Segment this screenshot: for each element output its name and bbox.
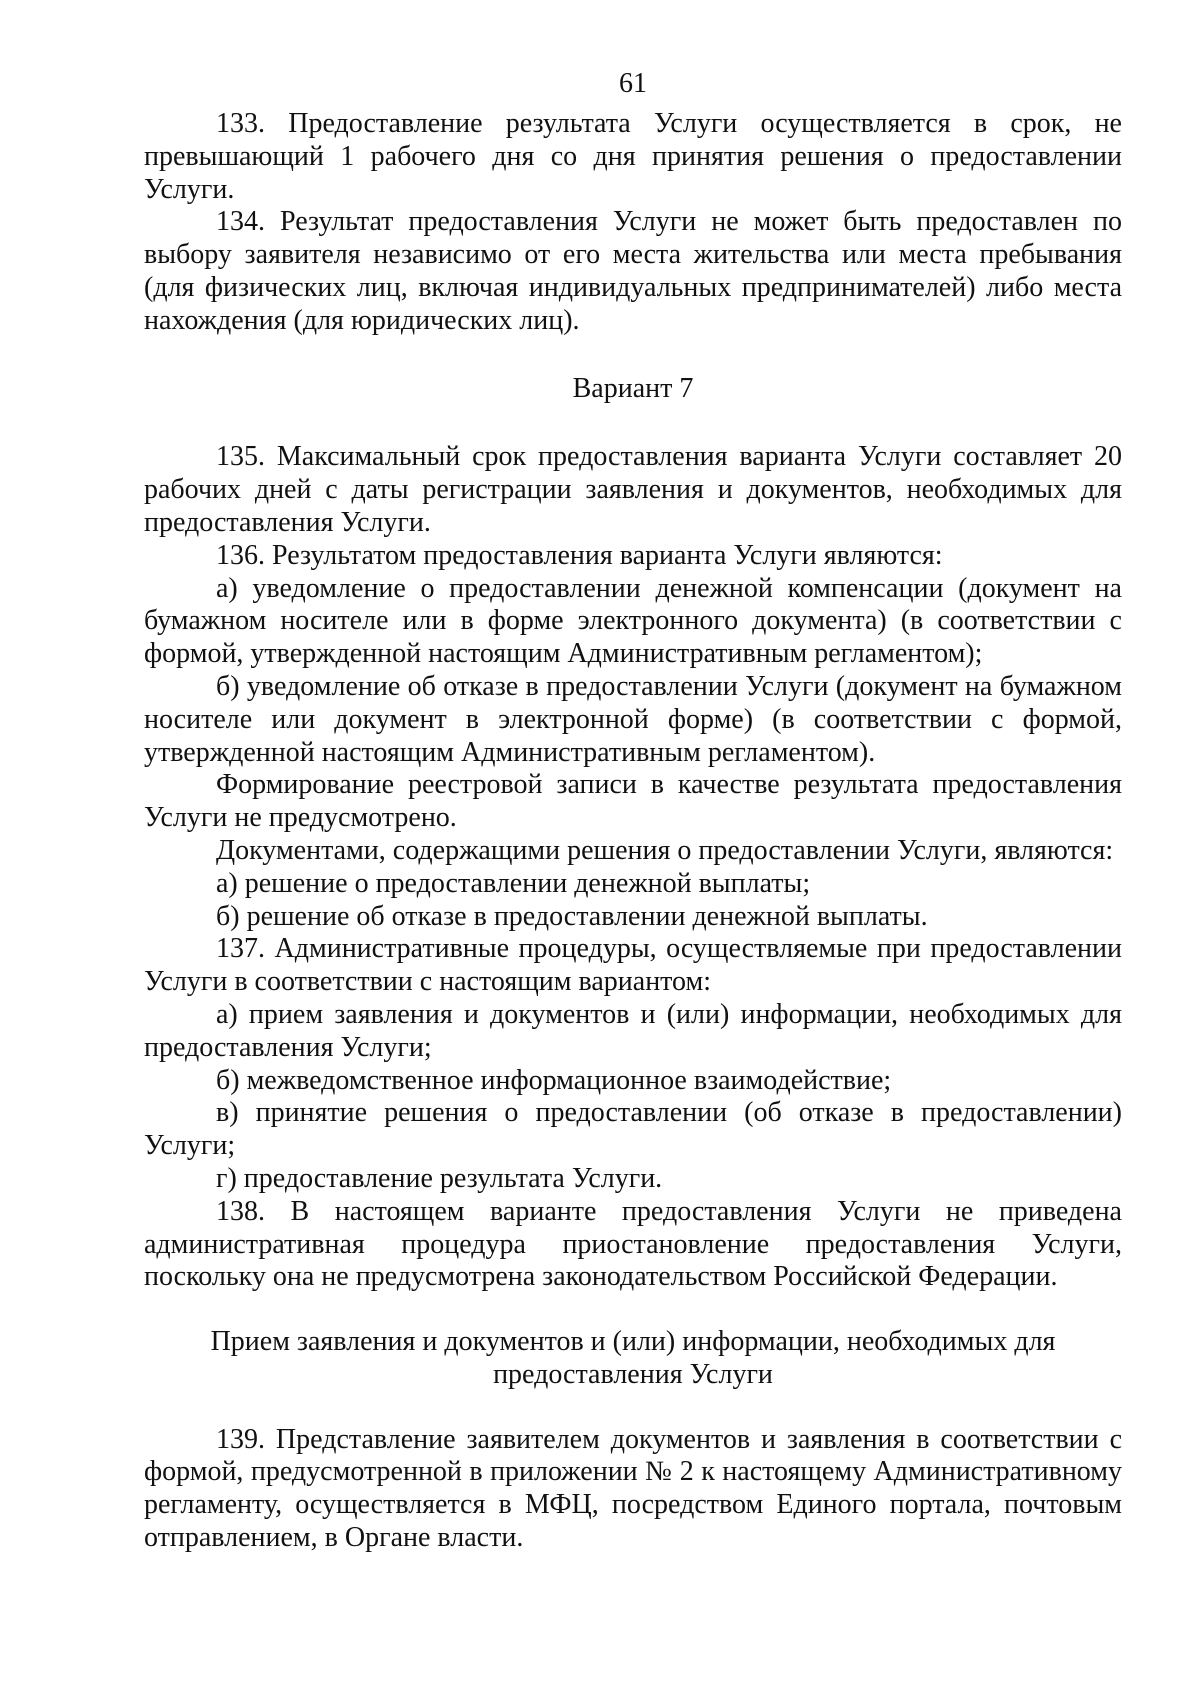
list-item-137-c: в) принятие решения о предоставлении (об отказе в предоставлении) Услуги; [144,1097,1122,1162]
paragraph-decision-documents: Документами, содержащими решения о предоставлении Услуги, являются: [216,834,1114,866]
paragraph-138: 138. В настоящем варианте предоставления Услуги не приведена административная процедура приостановление предоставления Услуги, поскольку она не предусмотрена законодательством Российской Федерации. [144,1195,1122,1293]
paragraph-137: 137. Административные процедуры, осуществляемые при предоставлении Услуги в соответствии с настоящим вариантом: [144,933,1122,998]
heading-reception-line-2: предоставления Услуги [493,1358,773,1390]
list-item-decision-a: а) решение о предоставлении денежной выплаты; [216,867,811,899]
list-item-136-a: а) уведомление о предоставлении денежной компенсации (документ на бумажном носителе или в форме электронного документа) (в соответствии с формой, утвержденной настоящим Административным регламентом); [144,572,1122,670]
list-item-137-a: а) прием заявления и документов и (или) информации, необходимых для предоставления Услуги; [144,998,1122,1063]
list-item-decision-b: б) решение об отказе в предоставлении денежной выплаты. [216,900,928,932]
list-item-136-b: б) уведомление об отказе в предоставлении Услуги (документ на бумажном носителе или документ в электронной форме) (в соответствии с формой, утвержденной настоящим Административным регламентом). [144,670,1122,768]
paragraph-135: 135. Максимальный срок предоставления варианта Услуги составляет 20 рабочих дней с даты регистрации заявления и документов, необходимых для предоставления Услуги. [144,441,1122,538]
paragraph-registry-record: Формирование реестровой записи в качестве результата предоставления Услуги не предусмотрено. [144,769,1122,834]
paragraph-134: 134. Результат предоставления Услуги не может быть предоставлен по выбору заявителя независимо от его места жительства или места пребывания (для физических лиц, включая индивидуальных предпринимателей) либо места нахождения (для юридических лиц). [144,206,1122,336]
paragraph-136: 136. Результатом предоставления варианта Услуги являются: [216,539,943,571]
heading-reception [144,1326,1122,1392]
list-item-137-b: б) межведомственное информационное взаимодействие; [216,1064,892,1096]
page-number: 61 [619,68,647,99]
list-item-137-d: г) предоставление результата Услуги. [216,1162,663,1194]
paragraph-139: 139. Представление заявителем документов и заявления в соответствии с формой, предусмотренной в приложении № 2 к настоящему Административному регламенту, осуществляется в МФЦ, посредством Единого портала, почтовым отправлением, в Органе власти. [144,1423,1122,1554]
page-content [144,68,1122,1555]
heading-variant-7: Вариант 7 [572,372,694,404]
heading-reception-line-1: Прием заявления и документов и (или) информации, необходимых для [210,1326,1056,1358]
paragraph-133: 133. Предоставление результата Услуги осуществляется в срок, не превышающий 1 рабочего дня со дня принятия решения о предоставлении Услуги. [144,108,1122,205]
